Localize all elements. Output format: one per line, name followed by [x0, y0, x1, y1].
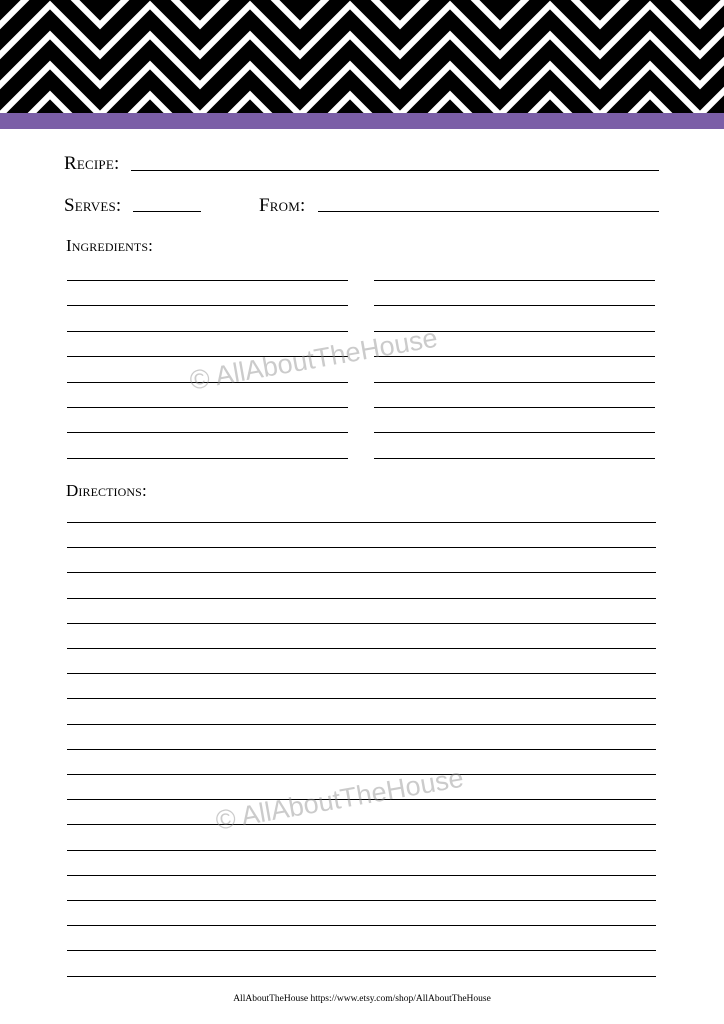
directions-label: Directions: [66, 481, 147, 500]
watermark-bottom: © AllAboutTheHouse [213, 762, 466, 836]
direction-line[interactable] [67, 673, 656, 674]
direction-line[interactable] [67, 749, 656, 750]
direction-line[interactable] [67, 572, 656, 573]
accent-band [0, 113, 724, 129]
recipe-label: Recipe: [64, 153, 120, 174]
direction-line[interactable] [67, 698, 656, 699]
ingredient-line[interactable] [374, 382, 655, 383]
serves-label: Serves: [64, 195, 122, 216]
ingredient-line[interactable] [67, 407, 348, 408]
ingredients-label: Ingredients: [66, 236, 153, 255]
direction-line[interactable] [67, 522, 656, 523]
ingredient-line[interactable] [374, 432, 655, 433]
direction-line[interactable] [67, 925, 656, 926]
footer-text: AllAboutTheHouse https://www.etsy.com/shop/AllAboutTheHouse [233, 994, 491, 1004]
direction-line[interactable] [67, 623, 656, 624]
chevron-header-pattern [0, 0, 724, 113]
direction-line[interactable] [67, 850, 656, 851]
ingredient-line[interactable] [374, 407, 655, 408]
ingredient-line[interactable] [67, 280, 348, 281]
direction-line[interactable] [67, 598, 656, 599]
direction-line[interactable] [67, 875, 656, 876]
ingredient-line[interactable] [374, 458, 655, 459]
direction-line[interactable] [67, 976, 656, 977]
watermark-top: © AllAboutTheHouse [187, 322, 440, 396]
direction-line[interactable] [67, 547, 656, 548]
direction-line[interactable] [67, 774, 656, 775]
ingredient-line[interactable] [67, 305, 348, 306]
from-line[interactable] [318, 211, 659, 212]
ingredient-line[interactable] [374, 280, 655, 281]
direction-line[interactable] [67, 724, 656, 725]
direction-line[interactable] [67, 824, 656, 825]
recipe-line[interactable] [131, 170, 659, 171]
direction-line[interactable] [67, 900, 656, 901]
ingredient-line[interactable] [67, 432, 348, 433]
ingredient-line[interactable] [67, 331, 348, 332]
ingredient-line[interactable] [67, 458, 348, 459]
direction-line[interactable] [67, 950, 656, 951]
from-label: From: [259, 195, 306, 216]
serves-line[interactable] [133, 211, 201, 212]
direction-line[interactable] [67, 648, 656, 649]
ingredient-line[interactable] [374, 305, 655, 306]
